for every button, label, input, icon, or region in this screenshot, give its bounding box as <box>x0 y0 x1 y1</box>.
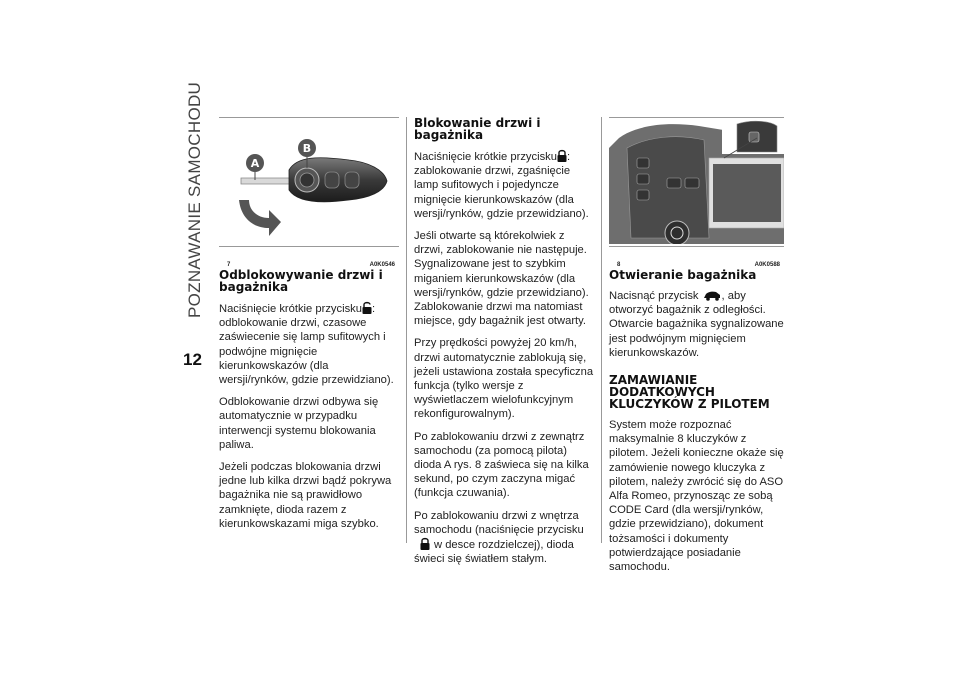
dashboard-illustration <box>609 118 784 244</box>
paragraph: Po zablokowaniu drzwi z wnętrza samochodu (naciśnięcie przycisku w desce rozdzielczej), dioda świeci się światłem stałym. <box>414 509 584 566</box>
paragraph: Nacisnąć przycisk , aby otworzyć bagażnik z odległości. Otwarcie bagażnika sygnalizowane jest podwójnym mignięciem kierunkowskazów. <box>609 290 784 359</box>
figure-number: 7 <box>227 262 231 268</box>
paragraph: Odblokowanie drzwi odbywa się automatycznie w przypadku interwencji systemu blokowania paliwa. <box>219 396 379 451</box>
column-divider <box>406 117 407 543</box>
column-3 <box>609 117 784 582</box>
figure-7 <box>219 117 399 268</box>
paragraph: Jeśli otwarte są którekolwiek z drzwi, zablokowanie nie następuje. Sygnalizowane jest to szybkim miganiem kierunkowskazów (dla wersji/rynków, gdzie przewidziano). Zablokowanie drzwi ma natomiast miejsce, gdy bagażnik jest otwarty. <box>414 230 589 328</box>
column-1 <box>219 117 399 539</box>
lock-icon <box>420 537 430 550</box>
heading-lock: Blokowanie drzwi i bagażnika <box>414 116 541 142</box>
svg-text:A: A <box>250 157 260 170</box>
lock-icon <box>557 149 567 162</box>
figure-code: A0K0588 <box>754 262 780 268</box>
paragraph: Jeżeli podczas blokowania drzwi jedne lub kilka drzwi bądź pokrywa bagażnika nie są prawidłowo zamknięte, dioda razem z kierunkowskazami miga szybko. <box>219 461 392 530</box>
heading-unlock: Odblokowywanie drzwi i bagażnika <box>219 268 383 294</box>
paragraph: Naciśnięcie krótkie przycisku : odblokowanie drzwi, czasowe zaświecenie się lamp sufitowych i podwójne mignięcie kierunkowskazów (dla wersji/rynków, gdzie przewidziano). <box>219 303 394 387</box>
svg-text:B: B <box>302 142 312 155</box>
heading-trunk: Otwieranie bagażnika <box>609 268 757 282</box>
paragraph: Przy prędkości powyżej 20 km/h, drzwi automatycznie zablokują się, jeżeli ustawiona została specyficzna funkcja (tylko wersje z wyświetlaczem wielofunkcyjnym rekonfigurowalnym). <box>414 337 594 421</box>
trunk-icon <box>702 289 722 301</box>
column-divider <box>601 117 602 543</box>
figure-8 <box>609 117 784 268</box>
paragraph: Naciśnięcie krótkie przycisku : zablokowanie drzwi, zgaśnięcie lamp sufitowych i pojedyncze mignięcie kierunkowskazów (dla wersji/rynków, gdzie przewidziano). <box>414 151 589 220</box>
paragraph: Po zablokowaniu drzwi z zewnątrz samochodu (za pomocą pilota) dioda A rys. 8 zaświeca się na kilka sekund, po czym zaczyna migać (funkcja czuwania). <box>414 430 589 500</box>
heading-order-keys: ZAMAWIANIE DODATKOWYCH KLUCZYKÓW Z PILOTEM <box>609 373 770 412</box>
key-fob-illustration <box>219 118 399 244</box>
page-number: 12 <box>183 350 202 369</box>
figure-number: 8 <box>617 262 621 268</box>
section-title: POZNAWANIE SAMOCHODU <box>185 81 204 318</box>
column-2 <box>414 117 594 574</box>
section-sidebar <box>181 81 217 318</box>
unlock-icon <box>362 301 372 314</box>
paragraph: System może rozpoznać maksymalnie 8 kluczyków z pilotem. Jeżeli konieczne okaże się zamówienie nowego kluczyka z pilotem, należy zwrócić się do ASO Alfa Romeo, przynosząc ze sobą CODE Card (dla wersji/rynków, gdzie przewidziano), dokument tożsamości i dokumenty potwierdzające posiadanie samochodu. <box>609 419 784 574</box>
figure-code: A0K0546 <box>369 262 395 268</box>
